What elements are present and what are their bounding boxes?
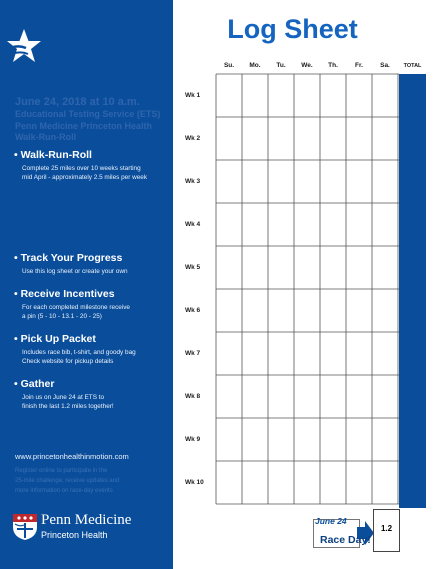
day-header-thu: Th. bbox=[328, 62, 338, 69]
day-header-total: TOTAL bbox=[403, 63, 422, 69]
section-text: Includes race bib, t-shirt, and goody bag bbox=[22, 349, 136, 356]
week-label-9: Wk 9 bbox=[185, 436, 201, 443]
faint-footer-line-3: more information on race-day events bbox=[15, 488, 113, 494]
section-heading: • Pick Up Packet bbox=[14, 333, 96, 345]
week-label-6: Wk 6 bbox=[185, 307, 201, 314]
section-text: Complete 25 miles over 10 weeks starting bbox=[22, 165, 141, 172]
day-header-sat: Sa. bbox=[380, 62, 390, 69]
week-label-3: Wk 3 bbox=[185, 178, 201, 185]
day-header-fri: Fr. bbox=[355, 62, 363, 69]
faint-header-line-2: Educational Testing Service (ETS) bbox=[15, 109, 161, 119]
brand-name: Penn Medicine bbox=[41, 512, 132, 528]
race-day-label: Race Day! bbox=[320, 534, 371, 546]
day-header-wed: We. bbox=[301, 62, 313, 69]
page-title: Log Sheet bbox=[227, 14, 358, 44]
race-date: June 24 bbox=[315, 516, 347, 526]
section-heading: • Gather bbox=[14, 378, 55, 390]
section-text: a pin (5 - 10 - 13.1 - 20 - 25) bbox=[22, 313, 102, 320]
week-label-7: Wk 7 bbox=[185, 350, 201, 357]
race-day-callout bbox=[313, 516, 373, 552]
week-label-4: Wk 4 bbox=[185, 221, 201, 228]
section-heading: • Receive Incentives bbox=[14, 288, 115, 300]
week-label-5: Wk 5 bbox=[185, 264, 201, 271]
section-text: Join us on June 24 at ETS to bbox=[22, 394, 105, 401]
website-link[interactable]: www.princetonhealthinmotion.com bbox=[15, 452, 129, 461]
section-heading: • Walk-Run-Roll bbox=[14, 149, 92, 161]
week-label-1: Wk 1 bbox=[185, 92, 201, 99]
section-text: For each completed milestone receive bbox=[22, 304, 130, 311]
day-header-mon: Mo. bbox=[249, 62, 261, 69]
section-text: mid April - approximately 2.5 miles per week bbox=[22, 174, 148, 181]
faint-header-line-3: Penn Medicine Princeton Health Walk-Run-Roll bbox=[15, 121, 153, 142]
day-header-sun: Su. bbox=[223, 62, 235, 69]
faint-footer-line-2: 25-mile challenge, receive updates and bbox=[15, 478, 120, 484]
week-label-10: Wk 10 bbox=[185, 479, 204, 486]
section-heading: • Track Your Progress bbox=[14, 252, 123, 264]
faint-header-line-1: June 24, 2018 at 10 a.m. bbox=[15, 96, 140, 108]
section-text: finish the last 1.2 miles together! bbox=[22, 403, 114, 410]
section-text: Use this log sheet or create your own bbox=[22, 268, 128, 275]
day-header-tue: Tu. bbox=[276, 62, 286, 69]
faint-footer-line-1: Register online to participate in the bbox=[15, 468, 108, 474]
race-miles: 1.2 bbox=[380, 524, 393, 533]
race-miles-box bbox=[373, 509, 400, 552]
week-label-8: Wk 8 bbox=[185, 393, 201, 400]
week-label-2: Wk 2 bbox=[185, 135, 201, 142]
brand-subtitle: Princeton Health bbox=[41, 530, 108, 540]
section-text: Check website for pickup details bbox=[22, 358, 114, 365]
